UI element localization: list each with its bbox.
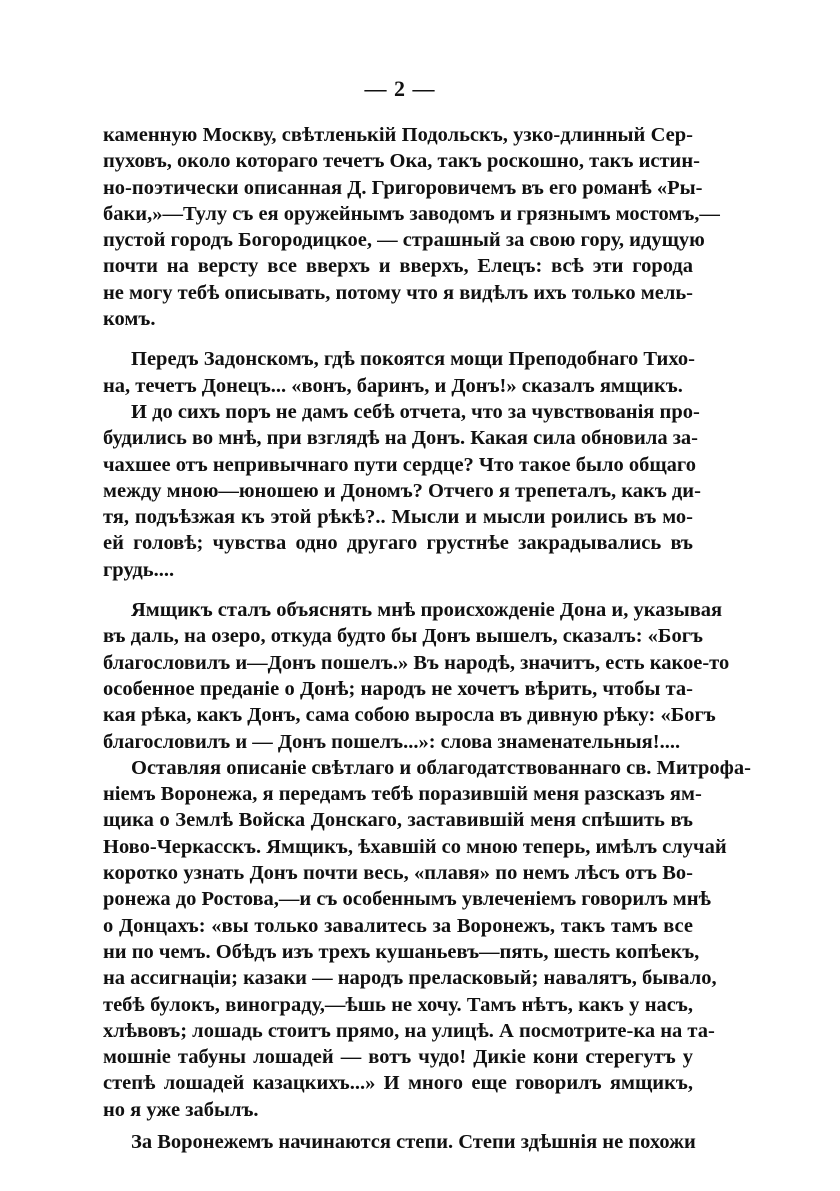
text-line: между мною—юношею и Дономъ? Отчего я трепеталъ, какъ ди-	[103, 479, 701, 502]
text-line: ронежа до Ростова,—и съ особеннымъ увлеченіемъ говорилъ мнѣ	[103, 888, 711, 911]
text-line: степѣ лошадей казацкихъ...» И много еще говорилъ ямщикъ,	[103, 1072, 693, 1095]
text-line: Передъ Задонскомъ, гдѣ покоятся мощи Преподобнаго Тихо-	[131, 348, 695, 371]
text-line: мошніе табуны лошадей — вотъ чудо! Дикіе кони стерегутъ у	[103, 1046, 693, 1069]
text-line: благословилъ и—Донъ пошелъ.» Въ народѣ, значитъ, есть какое-то	[103, 651, 730, 674]
text-line: За Воронежемъ начинаются степи. Степи здѣшнія не похожи	[131, 1130, 696, 1153]
text-line: будились во мнѣ, при взглядѣ на Донъ. Какая сила обновила за-	[103, 427, 699, 450]
paragraph	[103, 122, 720, 332]
text-line: Оставляя описаніе свѣтлаго и облагодатствованнаго св. Митрофа-	[131, 756, 751, 779]
text-line: особенное преданіе о Донѣ; народъ не хочетъ вѣрить, чтобы та-	[103, 677, 693, 700]
text-line: на ассигнаціи; казаки — народъ преласковый; навалятъ, бывало,	[103, 967, 717, 990]
paragraph	[103, 597, 730, 755]
text-line: не могу тебѣ описывать, потому что я видѣлъ ихъ только мель-	[103, 281, 693, 304]
text-line: ни по чемъ. Обѣдъ изъ трехъ кушаньевъ—пять, шесть копѣекъ,	[103, 940, 700, 963]
text-line: тебѣ булокъ, винограду,—ѣшь не хочу. Тамъ нѣтъ, какъ у насъ,	[103, 993, 693, 1016]
text-line: чахшее отъ непривычнаго пути сердце? Что такое было общаго	[103, 453, 696, 476]
paragraph	[103, 1129, 696, 1155]
text-line: щика о Землѣ Войска Донскаго, заставившій меня спѣшить въ	[103, 809, 693, 832]
text-line: но я уже забылъ.	[103, 1098, 259, 1121]
text-line: благословилъ и — Донъ пошелъ...»: слова знаменательныя!....	[103, 730, 681, 753]
text-line: пуховъ, около котораго течетъ Ока, такъ роскошно, такъ истин-	[103, 150, 700, 173]
text-line: Ямщикъ сталъ объяснять мнѣ происхожденіе Дона и, указывая	[131, 599, 723, 622]
text-line: ніемъ Воронежа, я передамъ тебѣ поразившій меня разсказъ ям-	[103, 783, 702, 806]
page-number: — 2 —	[364, 76, 436, 101]
text-line: о Донцахъ: «вы только завалитесь за Воронежъ, такъ тамъ все	[103, 914, 693, 937]
text-line: каменную Москву, свѣтленькій Подольскъ, узко-длинный Сер-	[103, 124, 693, 146]
text-line: ей головѣ; чувства одно другаго грустнѣе закрадывались въ	[103, 532, 693, 555]
text-line: Ново-Черкасскъ. Ямщикъ, ѣхавшій со мною теперь, имѣлъ случай	[103, 835, 727, 858]
text-line: кая рѣка, какъ Донъ, сама собою выросла въ дивную рѣку: «Богъ	[103, 704, 716, 727]
text-line: И до сихъ поръ не дамъ себѣ отчета, что за чувствованія про-	[131, 400, 700, 423]
text-line: хлѣвовъ; лошадь стоитъ прямо, на улицѣ. А посмотрите-ка на та-	[103, 1019, 715, 1042]
text-line: грудь....	[103, 558, 175, 581]
paragraph	[103, 346, 693, 399]
body-text	[103, 122, 751, 1155]
paragraph	[103, 399, 701, 583]
text-line: пустой городъ Богородицкое, — страшный за свою гору, идущую	[103, 229, 705, 252]
text-line: комъ.	[103, 308, 156, 331]
text-line: тя, подъѣзжая къ этой рѣкѣ?.. Мысли и мысли роились въ мо-	[103, 506, 693, 529]
paragraph	[103, 755, 751, 1123]
text-line: баки,»—Тулу съ ея оружейнымъ заводомъ и грязнымъ мостомъ,—	[103, 202, 720, 225]
text-line: коротко узнать Донъ почти весь, «плавя» по немъ лѣсъ отъ Во-	[103, 862, 693, 885]
text-line: на, течетъ Донецъ... «вонъ, баринъ, и Донъ!» сказалъ ямщикъ.	[103, 374, 683, 397]
text-line: но-поэтически описанная Д. Григоровичемъ въ его романѣ «Ры-	[103, 176, 703, 199]
text-line: почти на версту все вверхъ и вверхъ, Елецъ: всѣ эти города	[103, 255, 693, 278]
text-line: въ даль, на озеро, откуда будто бы Донъ вышелъ, сказалъ: «Богъ	[103, 625, 703, 648]
